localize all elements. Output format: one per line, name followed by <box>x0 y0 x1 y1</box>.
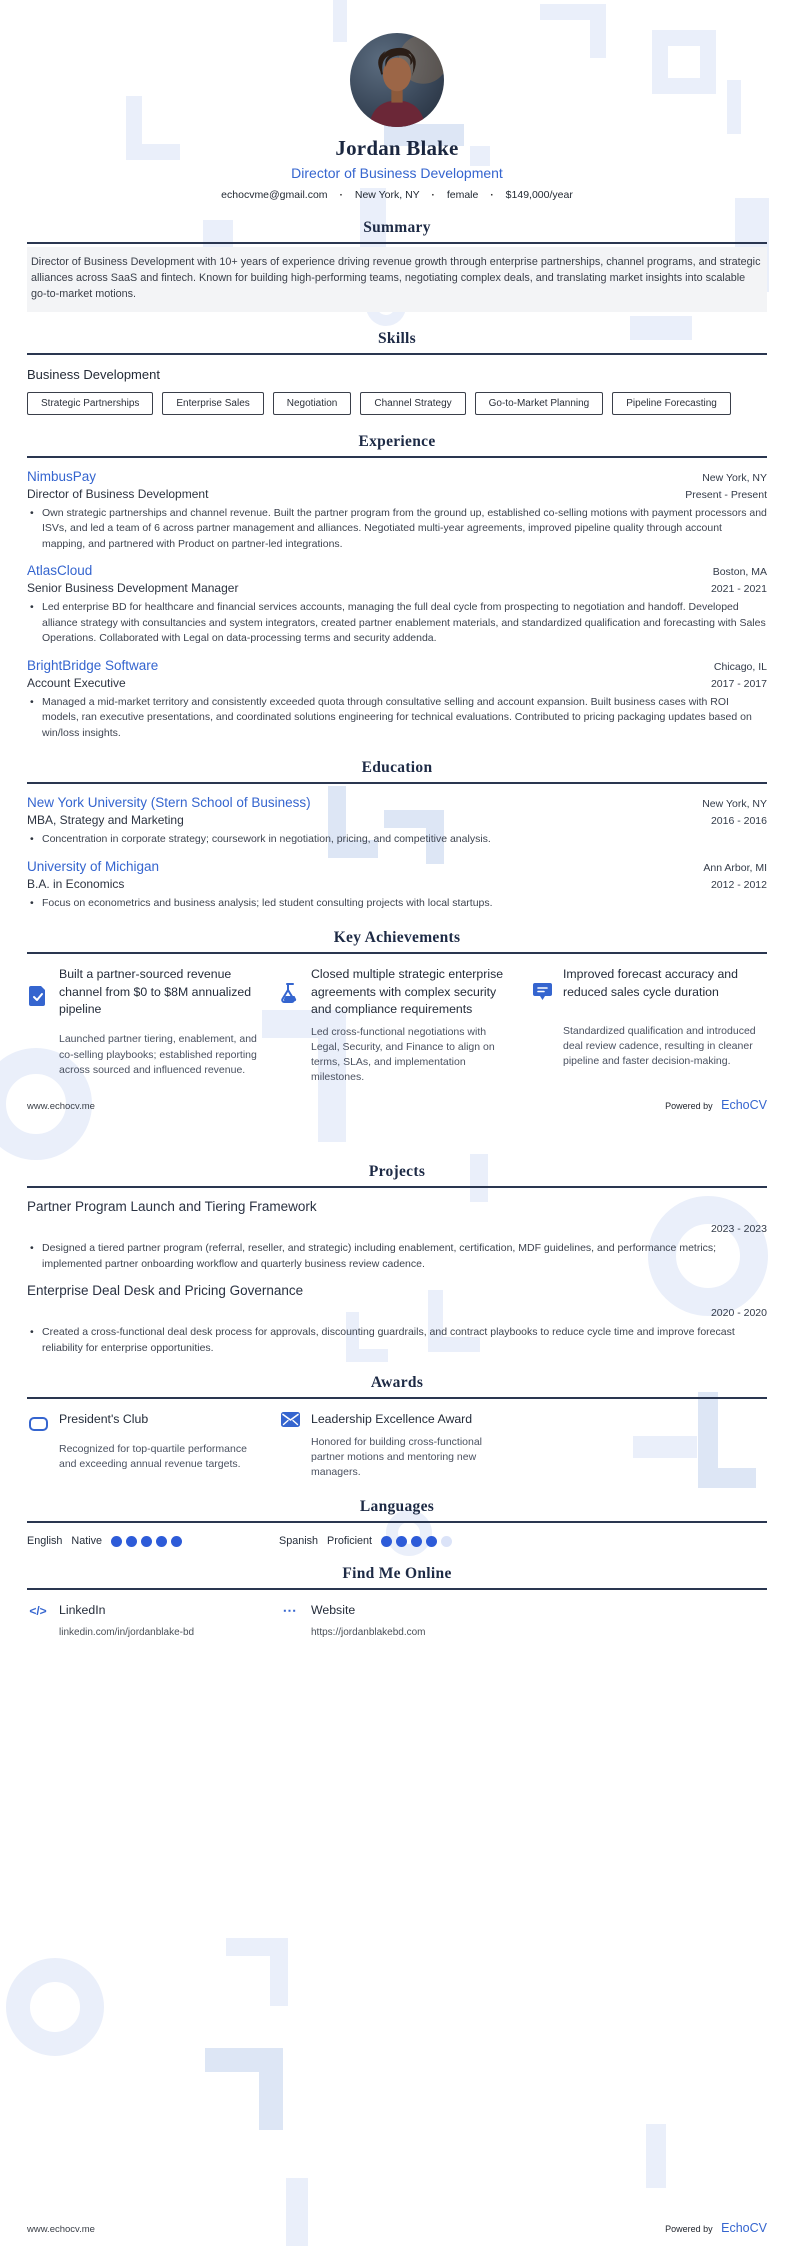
achievement-title: Closed multiple strategic enterprise agreements with complex security and compliance requirements <box>311 967 504 1017</box>
section-title-experience: Experience <box>358 432 436 450</box>
project-bullet: • Created a cross-functional deal desk process for approvals, discounting guardrails, and contract playbooks to reduce cycle time and improve forecast reliability for enterprise opportunities. <box>27 1325 767 1356</box>
education-entry <box>27 859 767 912</box>
contact-gender: female <box>446 189 479 201</box>
language-level-dots <box>111 1536 182 1547</box>
award-text: Recognized for top-quartile performance and exceeding annual revenue targets. <box>59 1443 247 1471</box>
profile-photo <box>350 33 444 127</box>
section-title-links: Find Me Online <box>342 1565 452 1583</box>
link-item <box>279 1602 515 1637</box>
project-dates: 2020 - 2020 <box>710 1307 767 1320</box>
footer-site-link[interactable]: www.echocv.me <box>27 1101 95 1112</box>
link-label: Website <box>311 1603 356 1618</box>
section-divider <box>27 456 767 458</box>
education-entry <box>27 795 767 848</box>
language-name: English <box>27 1535 63 1548</box>
level-dot <box>111 1536 122 1547</box>
achievement-title: Improved forecast accuracy and reduced sales cycle duration <box>563 967 738 999</box>
school-location: Ann Arbor, MI <box>703 861 767 874</box>
language-level: Native <box>71 1535 103 1548</box>
experience-entry <box>27 563 767 647</box>
company-name: AtlasCloud <box>27 563 93 579</box>
job-dates: 2017 - 2017 <box>710 677 767 690</box>
file-check-icon <box>27 986 49 1006</box>
section-title-languages: Languages <box>359 1498 435 1516</box>
level-dot <box>381 1536 392 1547</box>
school-name: New York University (Stern School of Business) <box>27 795 311 811</box>
section-title-projects: Projects <box>368 1163 426 1180</box>
job-title: Senior Business Development Manager <box>27 581 239 596</box>
language-item <box>27 1535 263 1547</box>
section-title-summary: Summary <box>363 219 431 236</box>
link-url[interactable]: linkedin.com/in/jordanblake-bd <box>59 1626 195 1638</box>
experience-entry <box>27 469 767 553</box>
section-divider <box>27 353 767 355</box>
section-summary <box>27 219 767 244</box>
envelope-icon <box>279 1412 301 1427</box>
section-divider <box>27 1521 767 1523</box>
section-divider <box>27 1397 767 1399</box>
section-education <box>27 759 767 784</box>
contact-separator: · <box>431 189 435 201</box>
brand-link[interactable]: EchoCV <box>721 1098 767 1112</box>
powered-by-label: Powered by <box>665 1101 713 1111</box>
level-dot <box>441 1536 452 1547</box>
education-dates: 2012 - 2012 <box>710 878 767 891</box>
level-dot <box>156 1536 167 1547</box>
skill-chip-list <box>27 392 767 415</box>
languages-grid <box>27 1535 767 1547</box>
award-title: President's Club <box>59 1412 149 1427</box>
company-name: NimbusPay <box>27 468 97 484</box>
section-experience <box>27 433 767 458</box>
person-title: Director of Business Development <box>291 165 503 181</box>
flask-icon <box>279 983 301 1003</box>
section-languages <box>27 1498 767 1523</box>
job-dates: 2021 - 2021 <box>710 583 767 596</box>
achievement-title: Built a partner-sourced revenue channel from $0 to $8M annualized pipeline <box>59 967 252 1017</box>
degree: MBA, Strategy and Marketing <box>27 813 184 828</box>
language-name: Spanish <box>279 1535 319 1548</box>
skill-chip: Channel Strategy <box>360 392 465 415</box>
contact-salary: $149,000/year <box>505 189 573 201</box>
achievement-item <box>531 966 767 1085</box>
link-label: LinkedIn <box>59 1603 106 1618</box>
code-icon: </> <box>29 1603 47 1618</box>
section-achievements <box>27 929 767 954</box>
education-dates: 2016 - 2016 <box>710 815 767 828</box>
job-dates: Present - Present <box>685 488 767 501</box>
contact-location: New York, NY <box>354 189 420 201</box>
project-entry <box>27 1283 767 1356</box>
comment-icon <box>531 983 553 1001</box>
brand-link[interactable]: EchoCV <box>721 2221 767 2235</box>
footer-powered <box>665 2219 767 2237</box>
project-title: Partner Program Launch and Tiering Framework <box>27 1199 317 1214</box>
page-footer <box>27 1096 767 1114</box>
company-location: Boston, MA <box>712 566 767 579</box>
level-dot <box>396 1536 407 1547</box>
job-bullet: • Led enterprise BD for healthcare and financial services accounts, managing the full deal cycle from prospecting to negotiation and handoff. Developed alliance strategy with consultancies and system integrators, created partner enablement materials, and standardized qualification and forecasting with Sales Operations. Collaborated with Legal on data-processing terms and security addenda. <box>27 600 767 647</box>
skill-category: Business Development <box>27 366 160 382</box>
school-name: University of Michigan <box>27 858 160 874</box>
skill-chip: Strategic Partnerships <box>27 392 153 415</box>
contact-separator: · <box>339 189 343 201</box>
section-projects <box>27 1163 767 1188</box>
badge-icon <box>27 1417 49 1431</box>
job-bullet: • Own strategic partnerships and channel revenue. Built the partner program from the ground up, established co-selling motions with payment processors and ISVs, and led a team of 6 across partner management and alliances. Negotiated multi-year agreements, improved pipeline quality through account mapping, and partnered with Product on partner-led integrations. <box>27 506 767 553</box>
job-bullet: • Managed a mid-market territory and consistently exceeded quota through consultative selling and account expansion. Built business cases with ROI models, ran executive presentations, and coordinated solutions engineering for technical evaluations. Contributed to pricing packaging updates based on win/loss insights. <box>27 695 767 742</box>
powered-by-label: Powered by <box>665 2224 713 2234</box>
contact-separator: · <box>490 189 494 201</box>
skill-chip: Enterprise Sales <box>162 392 263 415</box>
achievement-item <box>279 966 515 1085</box>
project-dates: 2023 - 2023 <box>710 1223 767 1235</box>
links-grid <box>27 1602 767 1637</box>
language-item <box>279 1535 515 1547</box>
footer-powered <box>665 1096 767 1114</box>
company-location: New York, NY <box>702 471 767 484</box>
education-bullet: • Concentration in corporate strategy; coursework in negotiation, pricing, and competitive analysis. <box>27 832 767 848</box>
section-divider <box>27 242 767 244</box>
project-bullet: • Designed a tiered partner program (referral, reseller, and strategic) including enablement, certification, MDF guidelines, and performance metrics; implemented partner onboarding workflow and quarterly business review cadence. <box>27 1241 767 1272</box>
school-location: New York, NY <box>702 798 767 811</box>
section-awards <box>27 1374 767 1399</box>
contact-email[interactable]: echocvme@gmail.com <box>221 189 328 201</box>
achievement-item <box>27 966 263 1085</box>
level-dot <box>141 1536 152 1547</box>
section-divider <box>27 782 767 784</box>
level-dot <box>171 1536 182 1547</box>
achievements-grid <box>27 966 767 1085</box>
page-footer <box>27 2219 767 2237</box>
section-divider <box>27 1186 767 1188</box>
ellipsis-icon: ⋯ <box>282 1602 298 1619</box>
person-name: Jordan Blake <box>335 136 459 160</box>
section-links <box>27 1565 767 1590</box>
award-item <box>27 1411 263 1480</box>
section-title-skills: Skills <box>378 329 416 347</box>
summary-text: Director of Business Development with 10+ years of experience driving revenue growth through enterprise partnerships, channel programs, and strategic alliances across SaaS and fintech. Known for building high-performing teams, negotiating complex deals, and translating market insights into scalable go-to-market motions. <box>27 247 767 312</box>
award-text: Honored for building cross-functional partner motions and mentoring new managers. <box>311 1435 483 1479</box>
achievement-text: Led cross-functional negotiations with Legal, Security, and Finance to align on terms, SLAs, and implementation milestones. <box>311 1025 495 1084</box>
language-level-dots <box>381 1536 452 1547</box>
section-title-awards: Awards <box>370 1374 424 1392</box>
language-level: Proficient <box>327 1535 373 1548</box>
section-divider <box>27 952 767 954</box>
award-item <box>279 1411 515 1480</box>
section-divider <box>27 1588 767 1590</box>
achievement-text: Standardized qualification and introduced deal review cadence, resulting in cleaner pipeline and faster decision-making. <box>563 1024 756 1068</box>
section-skills <box>27 330 767 355</box>
section-title-education: Education <box>361 759 433 777</box>
link-item <box>27 1602 263 1637</box>
section-title-achievements: Key Achievements <box>333 929 461 947</box>
skill-chip: Pipeline Forecasting <box>612 392 731 415</box>
company-name: BrightBridge Software <box>27 657 159 673</box>
awards-grid <box>27 1411 767 1480</box>
contact-row <box>27 189 767 201</box>
education-bullet: • Focus on econometrics and business analysis; led student consulting projects with local startups. <box>27 896 767 912</box>
level-dot <box>426 1536 437 1547</box>
skill-chip: Go-to-Market Planning <box>475 392 604 415</box>
header <box>27 0 767 127</box>
page-2 <box>0 1123 794 2246</box>
degree: B.A. in Economics <box>27 876 125 891</box>
experience-entry <box>27 658 767 742</box>
skill-chip: Negotiation <box>273 392 352 415</box>
award-title: Leadership Excellence Award <box>311 1412 473 1427</box>
achievement-text: Launched partner tiering, enablement, and co-selling playbooks; established reporting across sourced and influenced revenue. <box>59 1033 257 1076</box>
link-url[interactable]: https://jordanblakebd.com <box>311 1626 426 1638</box>
project-title: Enterprise Deal Desk and Pricing Governance <box>27 1283 304 1299</box>
job-title: Account Executive <box>27 675 126 690</box>
level-dot <box>126 1536 137 1547</box>
level-dot <box>411 1536 422 1547</box>
footer-site-link[interactable]: www.echocv.me <box>27 2224 95 2235</box>
job-title: Director of Business Development <box>27 486 209 501</box>
company-location: Chicago, IL <box>713 660 767 673</box>
project-entry <box>27 1199 767 1272</box>
